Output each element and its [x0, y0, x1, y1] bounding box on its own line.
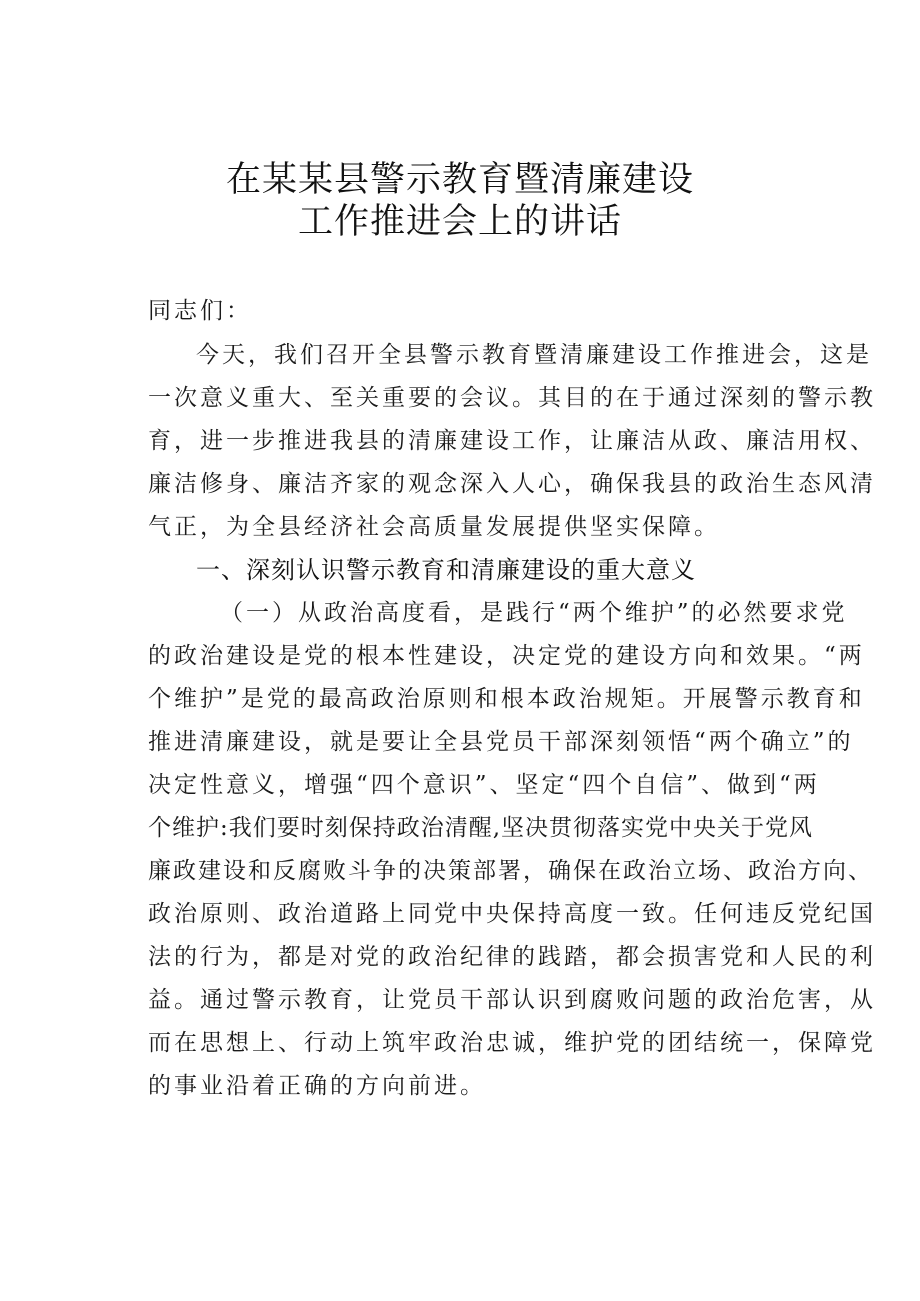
section-line: 个维护:我们要时刻保持政治清醒,坚决贯彻落实党中央关于党风	[148, 815, 814, 841]
salutation: 同志们：	[148, 298, 252, 324]
intro-line: 育，进一步推进我县的清廉建设工作，让廉洁从政、廉洁用权、	[148, 428, 876, 454]
section-line: 决定性意义，增强“四个意识”、坚定“四个自信”、做到“两	[148, 772, 820, 798]
intro-line: 气正，为全县经济社会高质量发展提供坚实保障。	[148, 514, 720, 540]
section-line: 而在思想上、行动上筑牢政治忠诚，维护党的团结统一，保障党	[148, 1030, 876, 1056]
section-line: 个维护”是党的最高政治原则和根本政治规矩。开展警示教育和	[148, 686, 865, 712]
intro-line: 廉洁修身、廉洁齐家的观念深入人心，确保我县的政治生态风清	[148, 471, 876, 497]
section-line: 廉政建设和反腐败斗争的决策部署，确保在政治立场、政治方向、	[148, 858, 873, 884]
section-line: 的事业沿着正确的方向前进。	[148, 1073, 486, 1099]
section-line: 推进清廉建设，就是要让全县党员干部深刻领悟“两个确立”的	[148, 729, 854, 755]
intro-line: 今天，我们召开全县警示教育暨清廉建设工作推进会，这是	[196, 342, 872, 368]
section-line: （一）从政治高度看，是践行“两个维护”的必然要求党	[220, 600, 848, 626]
document-title-line-2: 工作推进会上的讲话	[297, 202, 622, 242]
section-line: 法的行为，都是对党的政治纪律的践踏，都会损害党和人民的利	[148, 944, 876, 970]
section-line: 的政治建设是党的根本性建设，决定党的建设方向和效果。“两	[148, 643, 865, 669]
section-line: 政治原则、政治道路上同党中央保持高度一致。任何违反党纪国	[148, 901, 876, 927]
intro-line: 一次意义重大、至关重要的会议。其目的在于通过深刻的警示教	[148, 385, 876, 411]
document-title-line-1: 在某某县警示教育暨清廉建设	[225, 160, 694, 200]
section-line: 益。通过警示教育，让党员干部认识到腐败问题的政治危害，从	[148, 987, 876, 1013]
section-heading: 一、深刻认识警示教育和清廉建设的重大意义	[196, 556, 696, 584]
